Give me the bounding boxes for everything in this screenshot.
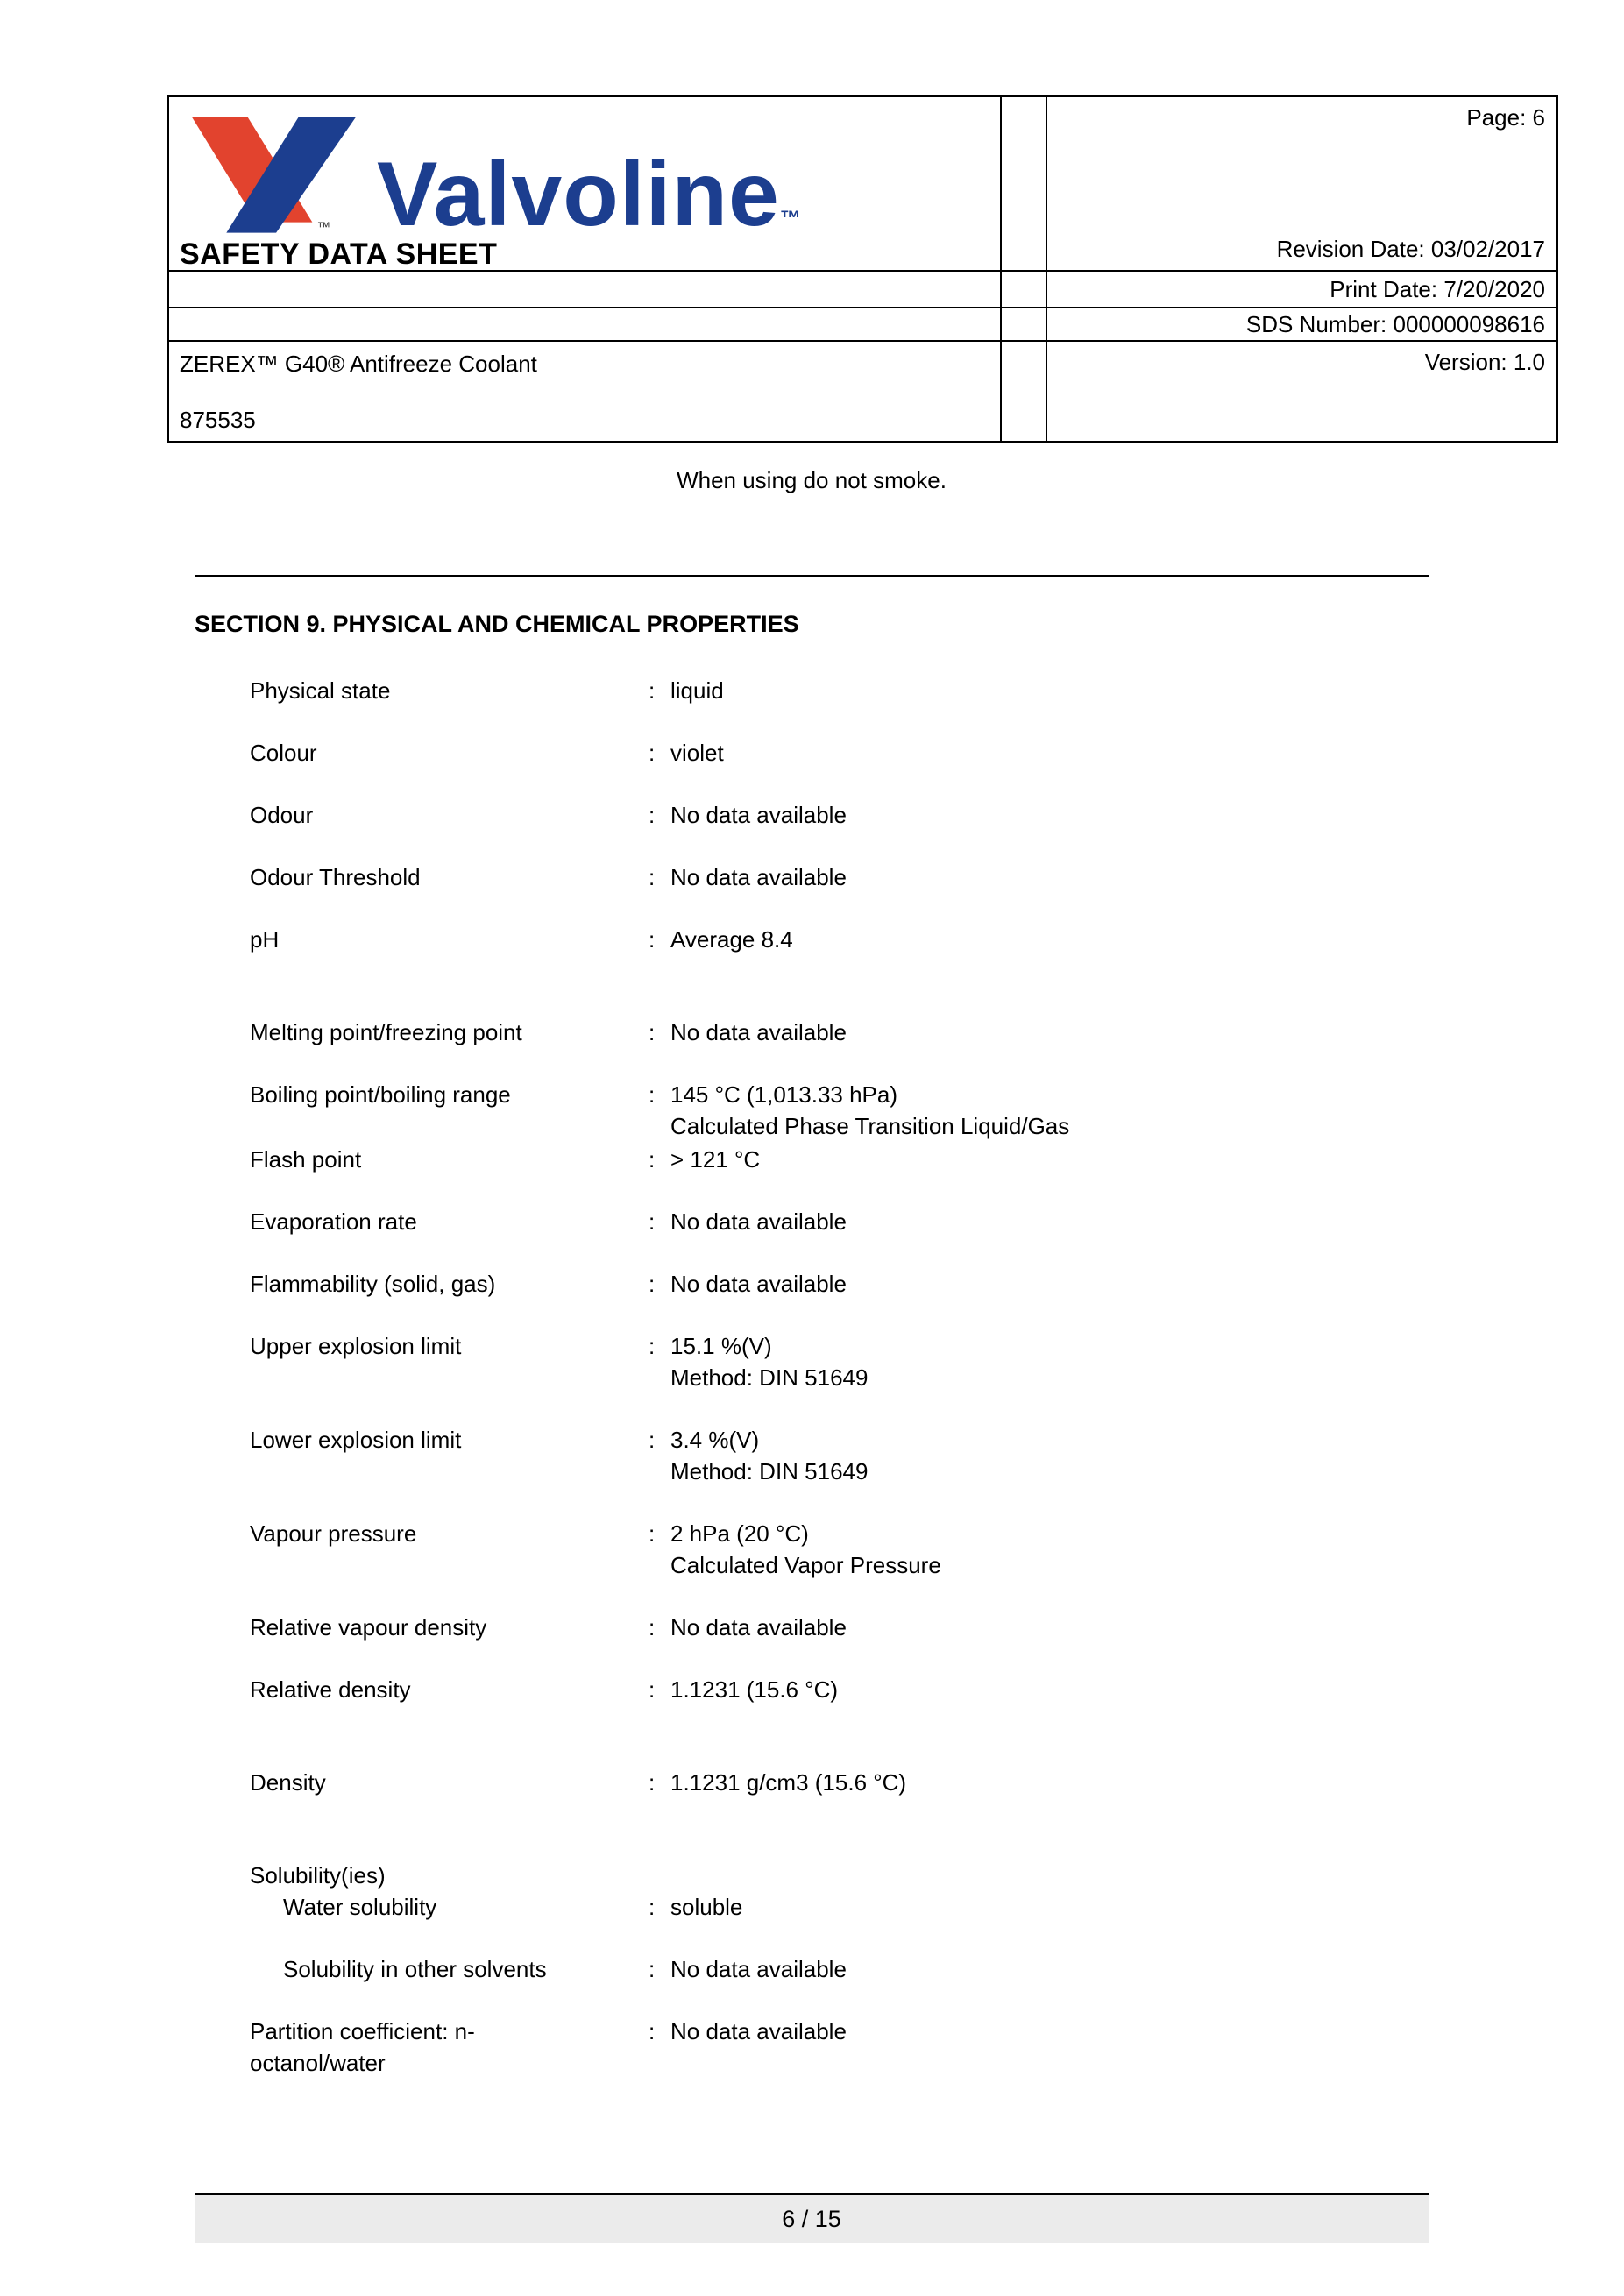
property-value: soluble [670,1894,743,1920]
property-row [195,1674,1429,1705]
header-empty-cell [169,307,1000,340]
document-body [195,464,1429,2109]
property-value: 1.1231 (15.6 °C) [670,1676,839,1703]
property-label: Evaporation rate [250,1208,417,1235]
property-row [195,799,1429,831]
header-spacer-cell [1000,97,1046,270]
property-row [195,861,1429,893]
property-separator: : [649,1894,656,1920]
property-value: No data available [670,802,847,828]
property-value: 1.1231 g/cm3 (15.6 °C) [670,1769,907,1796]
property-label: Relative vapour density [250,1614,487,1641]
property-separator: : [649,1208,656,1235]
property-label: Water solubility [283,1894,437,1920]
property-label: Flash point [250,1146,362,1173]
version-cell [1046,340,1556,441]
header-empty-cell [169,270,1000,307]
property-value: No data available [670,2018,847,2044]
property-value: No data available [670,864,847,890]
property-separator: : [649,802,656,828]
trademark-symbol: ™ [316,219,330,235]
property-separator: : [649,1333,656,1359]
revision-date-label: Revision Date: 03/02/2017 [1276,236,1545,262]
property-separator: : [649,2018,656,2044]
property-row [195,1268,1429,1300]
property-value: No data available [670,1208,847,1235]
property-value: > 121 °C [670,1146,761,1173]
property-label: Odour [250,802,314,828]
section-title: SECTION 9. PHYSICAL AND CHEMICAL PROPERTIES [195,611,799,637]
page-footer [195,2193,1429,2243]
property-row [195,2016,1429,2079]
property-separator: : [649,1271,656,1297]
property-label: Melting point/freezing point [250,1019,522,1045]
sds-number-label: SDS Number: 000000098616 [1046,307,1556,340]
property-row [195,1424,1429,1487]
property-row [195,1612,1429,1643]
section-divider [195,575,1429,577]
trademark-symbol: ™ [779,207,801,231]
property-value: 15.1 %(V) Method: DIN 51649 [670,1333,869,1391]
property-label: Lower explosion limit [250,1427,462,1453]
property-separator: : [649,1676,656,1703]
header-spacer-cell [1000,340,1046,441]
property-separator: : [649,740,656,766]
property-separator: : [649,1614,656,1641]
version-label: Version: 1.0 [1424,349,1545,375]
property-value: No data available [670,1271,847,1297]
property-separator: : [649,926,656,953]
property-value: No data available [670,1614,847,1641]
property-label: Odour Threshold [250,864,421,890]
property-label: Colour [250,740,317,766]
property-value: 3.4 %(V) Method: DIN 51649 [670,1427,869,1485]
product-name: ZEREX™ G40® Antifreeze Coolant [180,351,537,377]
property-row [195,1206,1429,1237]
properties-list [195,675,1429,2079]
property-value: Average 8.4 [670,926,793,953]
valvoline-wordmark [377,144,801,246]
document-header [167,95,1558,443]
property-separator: : [649,1956,656,1982]
property-label: Density [250,1769,326,1796]
property-row [195,1079,1429,1142]
valvoline-wordmark-text: Valvoline [377,144,780,246]
precaution-note: When using do not smoke. [677,467,947,493]
property-separator: : [649,1146,656,1173]
property-label: Physical state [250,677,391,704]
property-row [195,1518,1429,1581]
property-row [195,1953,1429,1985]
property-row [195,1330,1429,1393]
property-separator: : [649,677,656,704]
page-number-label: Page: 6 [1466,104,1545,131]
document-type-title: SAFETY DATA SHEET [180,237,498,270]
property-label: Solubility in other solvents [283,1956,547,1982]
valvoline-v-icon [180,106,368,237]
property-separator: : [649,1427,656,1453]
valvoline-logo [180,106,989,246]
product-code: 875535 [180,407,256,433]
header-brand-cell [169,97,1000,270]
property-separator: : [649,1769,656,1796]
property-value: 145 °C (1,013.33 hPa) Calculated Phase Transition Liquid/Gas [670,1081,1070,1139]
property-value: liquid [670,677,724,704]
property-value: 2 hPa (20 °C) Calculated Vapor Pressure [670,1520,941,1578]
property-value: No data available [670,1019,847,1045]
property-row [195,1860,1429,1891]
property-label: pH [250,926,280,953]
property-label: Upper explosion limit [250,1333,462,1359]
property-row [195,1767,1429,1798]
product-identity-cell [169,340,1000,441]
property-row [195,1891,1429,1923]
property-label: Flammability (solid, gas) [250,1271,496,1297]
header-meta-cell [1046,97,1556,270]
property-row [195,675,1429,706]
print-date-label: Print Date: 7/20/2020 [1046,270,1556,307]
property-value: No data available [670,1956,847,1982]
header-spacer-cell [1000,270,1046,307]
property-row [195,1144,1429,1175]
property-label: Relative density [250,1676,411,1703]
property-separator: : [649,864,656,890]
header-spacer-cell [1000,307,1046,340]
property-row [195,1017,1429,1048]
page-indicator: 6 / 15 [782,2205,841,2232]
property-separator: : [649,1081,656,1108]
property-row [195,924,1429,955]
property-label: Partition coefficient: n- octanol/water [250,2018,475,2076]
property-row [195,737,1429,769]
property-separator: : [649,1520,656,1547]
property-label: Solubility(ies) [250,1862,386,1889]
property-label: Vapour pressure [250,1520,417,1547]
property-value: violet [670,740,724,766]
property-separator: : [649,1019,656,1045]
property-label: Boiling point/boiling range [250,1081,511,1108]
